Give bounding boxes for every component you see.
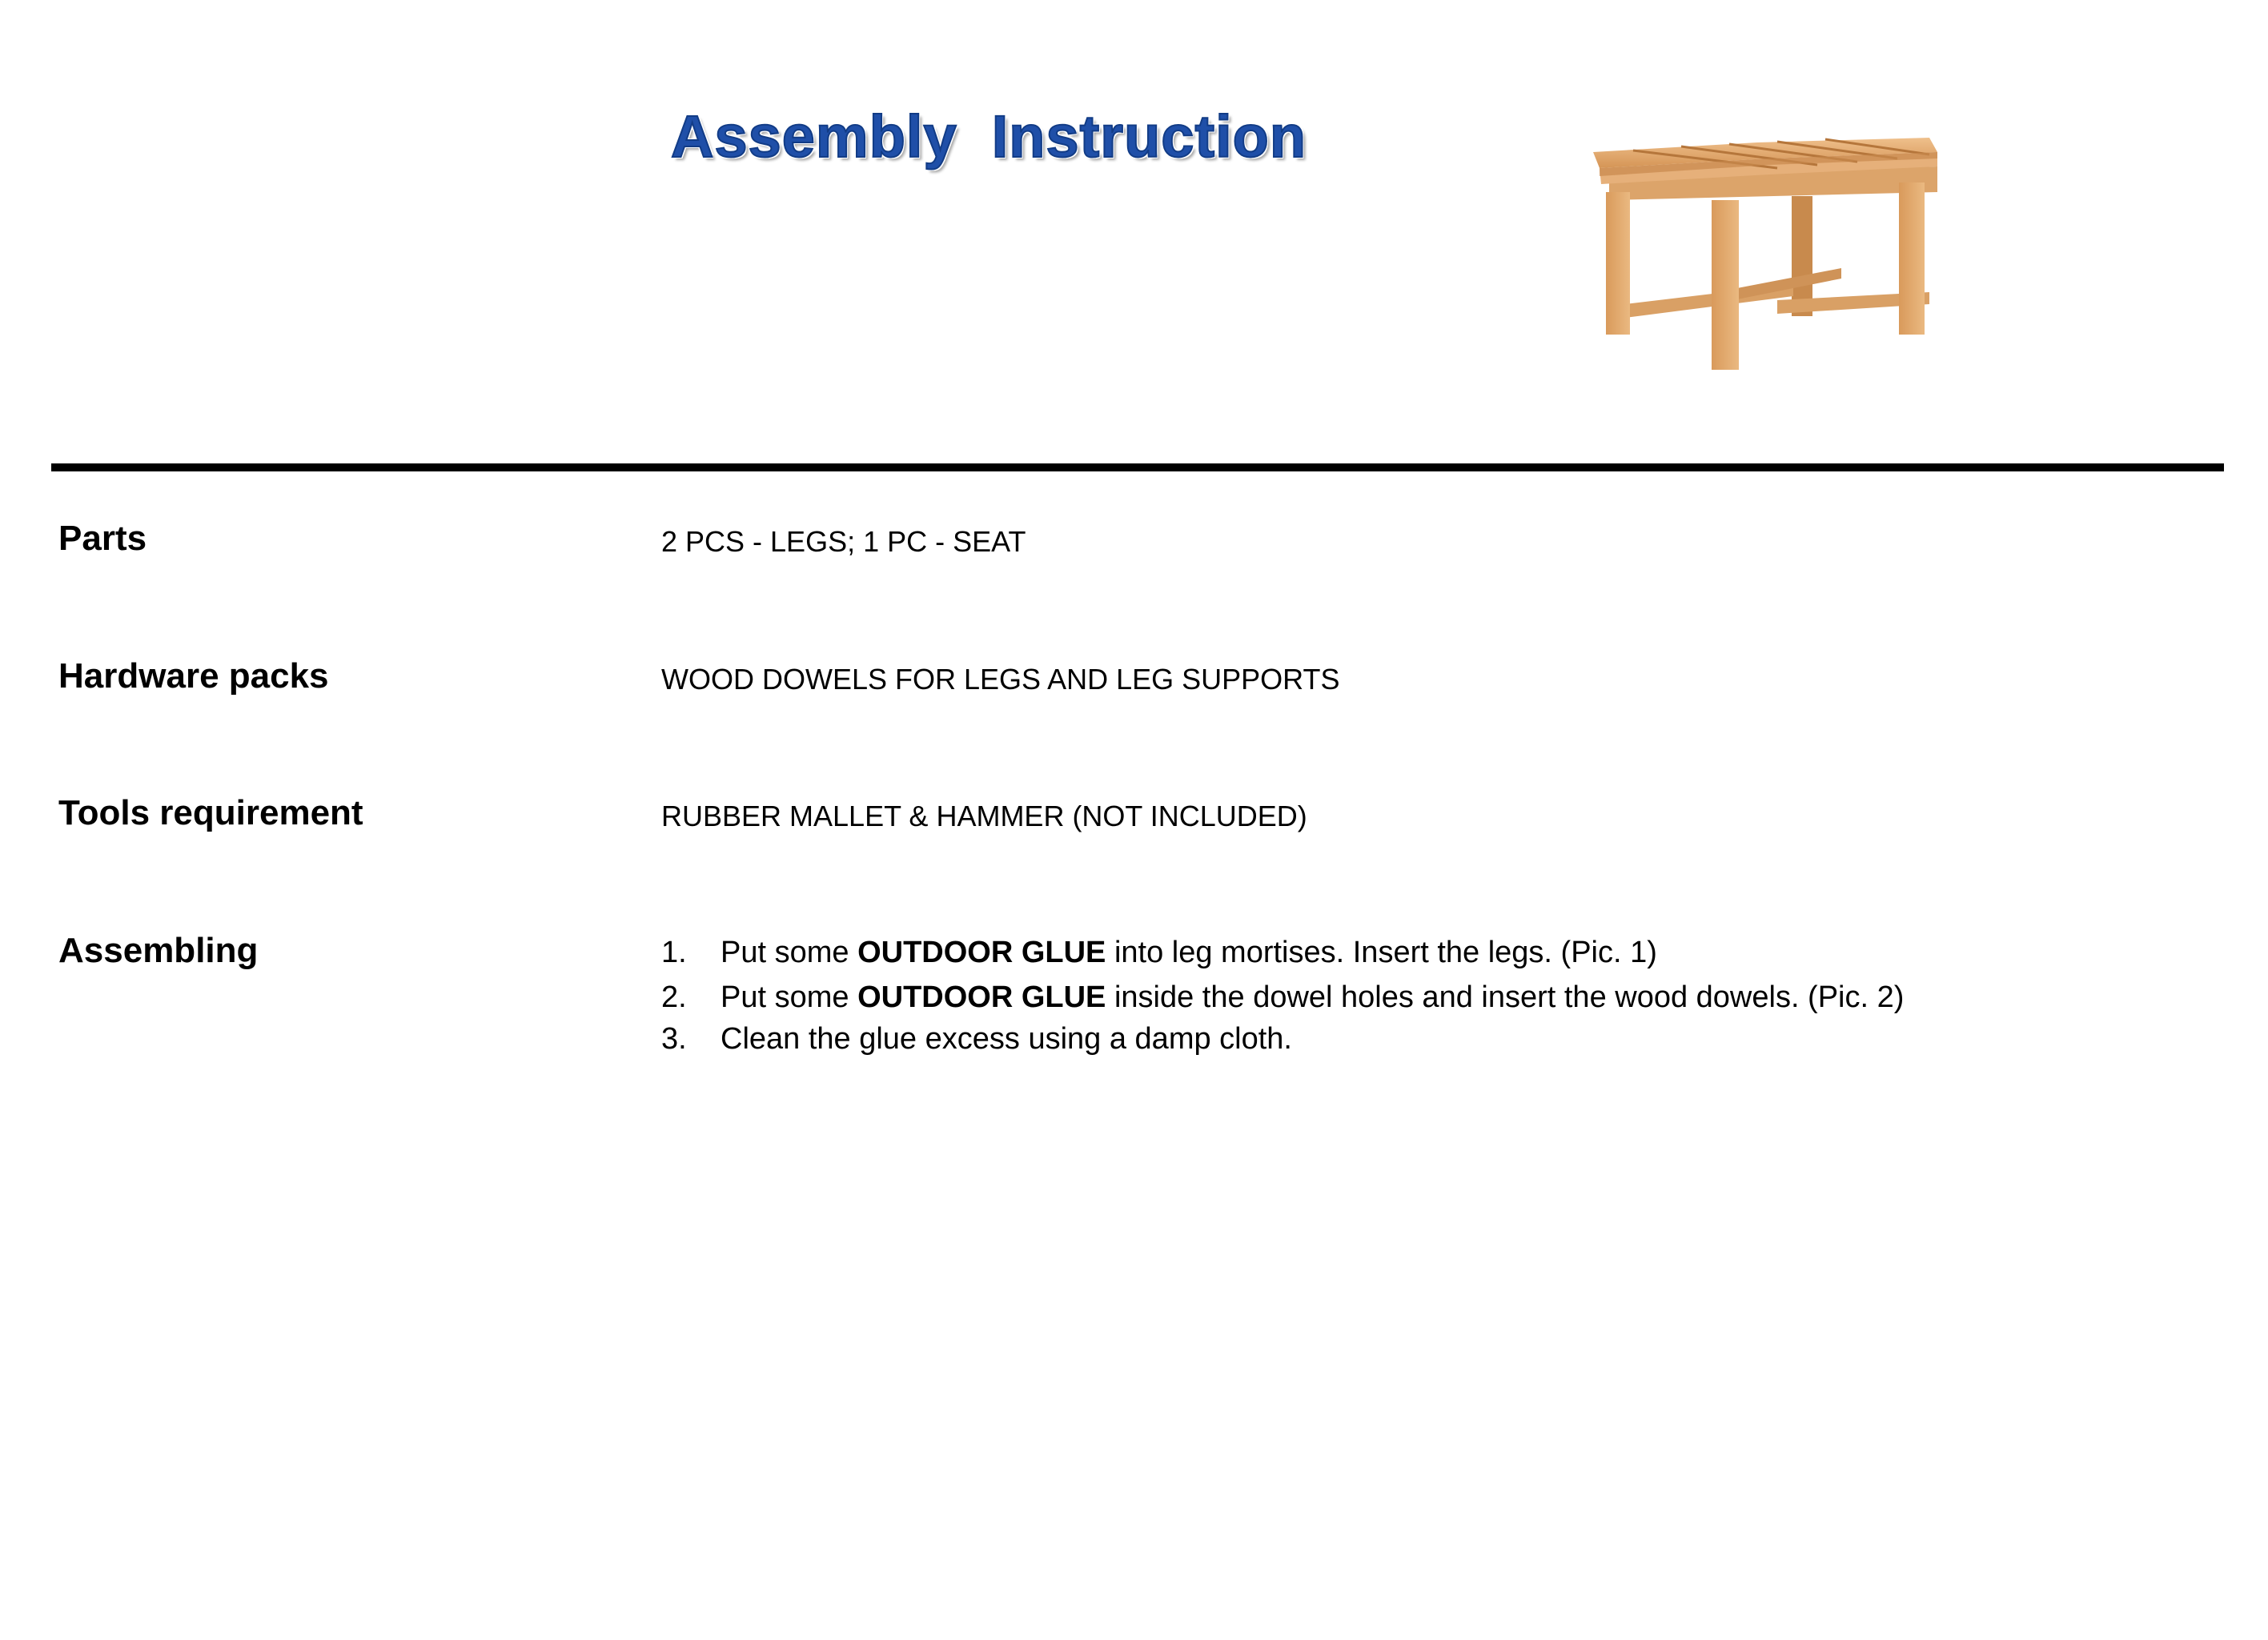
assembly-step: [661, 1017, 1904, 1062]
step-number: 1.: [661, 936, 687, 969]
step-number: 3.: [661, 1022, 687, 1056]
hardware-packs-value: WOOD DOWELS FOR LEGS AND LEG SUPPORTS: [661, 663, 1340, 696]
assembly-step: [661, 931, 1904, 976]
parts-label: Parts: [58, 519, 147, 558]
assembly-step: [661, 976, 1904, 1020]
step-text: Put some OUTDOOR GLUE inside the dowel holes and insert the wood dowels. (Pic. 2): [721, 980, 1905, 1014]
assembling-label: Assembling: [58, 931, 259, 970]
page-title: Assembly Instruction: [671, 103, 1307, 170]
header-divider: [51, 463, 2224, 471]
assembly-steps: [661, 931, 1904, 1062]
step-number: 2.: [661, 980, 687, 1014]
parts-value: 2 PCS - LEGS; 1 PC - SEAT: [661, 525, 1026, 558]
hardware-packs-label: Hardware packs: [58, 656, 329, 696]
step-text: Put some OUTDOOR GLUE into leg mortises. Insert the legs. (Pic. 1): [721, 936, 1657, 969]
tools-requirement-label: Tools requirement: [58, 793, 363, 832]
step-text: Clean the glue excess using a damp cloth.: [721, 1022, 1292, 1056]
wooden-stool-photo: [1577, 120, 1961, 424]
tools-requirement-value: RUBBER MALLET & HAMMER (NOT INCLUDED): [661, 800, 1307, 832]
